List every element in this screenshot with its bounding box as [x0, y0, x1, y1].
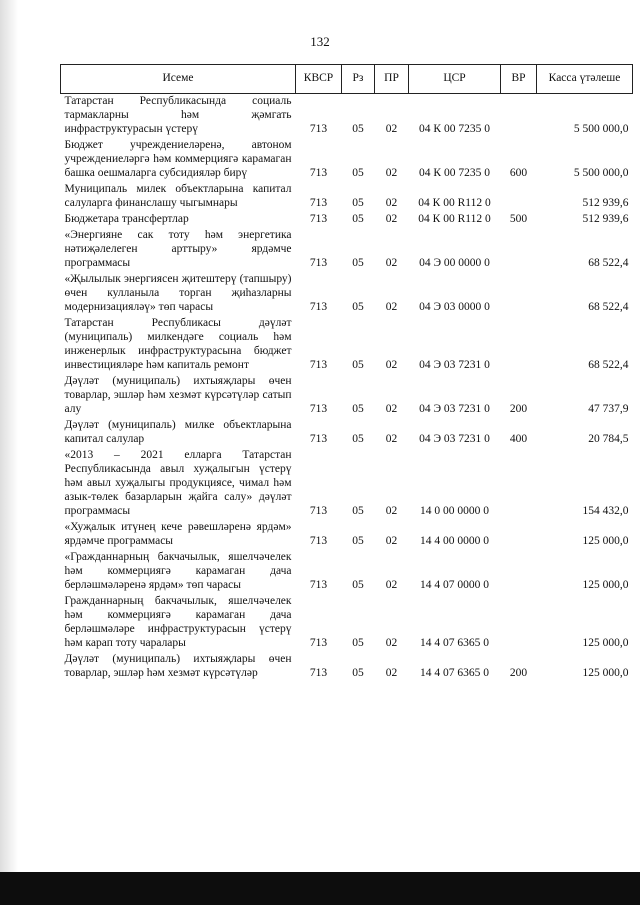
row-pr: 02 [385, 123, 398, 135]
table-row [61, 418, 633, 448]
row-sum: 512 939,6 [582, 197, 629, 209]
row-name: Дәүләт (муниципаль) ихтыяҗлары өчен товарлар, эшләр һәм хезмәт күрсәтүләр сатып алу [64, 375, 292, 415]
budget-table [60, 64, 633, 682]
table-row [61, 448, 633, 520]
row-name: Бюджет учреждениеләренә, автоном учреждениеләргә һәм коммерциягә карамаган башка оешмаларга субсидияләр бирү [64, 139, 292, 179]
row-sum: 125 000,0 [582, 637, 629, 649]
header-csr: ЦСР [409, 65, 501, 94]
row-rz: 05 [352, 433, 364, 445]
row-vr [501, 594, 537, 652]
row-kvsr: 713 [309, 505, 328, 517]
row-vr: 400 [509, 433, 528, 445]
row-kvsr: 713 [309, 637, 328, 649]
table-row [61, 272, 633, 316]
row-kvsr: 713 [309, 213, 328, 225]
row-kvsr: 713 [309, 301, 328, 313]
row-vr [501, 272, 537, 316]
row-rz: 05 [352, 579, 364, 591]
row-sum: 47 737,9 [588, 403, 629, 415]
row-kvsr: 713 [309, 359, 328, 371]
row-csr: 14 4 07 6365 0 [420, 667, 489, 679]
row-rz: 05 [352, 535, 364, 547]
row-sum: 5 500 000,0 [573, 167, 629, 179]
row-rz: 05 [352, 301, 364, 313]
row-name: «Җылылык энергиясен җитештерү (тапшыру) өчен кулланыла торган җиһазларны модернизацияләү» төп чарасы [64, 273, 292, 313]
row-pr: 02 [385, 167, 398, 179]
row-rz: 05 [352, 637, 364, 649]
row-name: «2013 – 2021 елларга Татарстан Республикасында авыл хуҗалыгын үстерү һәм авыл хуҗалыгы продукциясе, чимал һәм азык-төлек базарларын җайга салу» дәүләт программасы [64, 449, 292, 517]
table-body [61, 94, 633, 683]
row-sum: 154 432,0 [582, 505, 629, 517]
header-rz: Рз [342, 65, 375, 94]
row-vr: 200 [509, 403, 528, 415]
row-sum: 68 522,4 [588, 301, 629, 313]
row-rz: 05 [352, 167, 364, 179]
row-name: «Гражданнарның бакчачылык, яшелчәчелек һәм коммерциягә карамаган дача берләшмәләренә ярдәм» төп чарасы [64, 551, 292, 591]
row-csr: 04 Э 03 7231 0 [419, 359, 490, 371]
row-csr: 04 Э 00 0000 0 [419, 257, 490, 269]
row-kvsr: 713 [309, 667, 328, 679]
row-rz: 05 [352, 403, 364, 415]
row-kvsr: 713 [309, 123, 328, 135]
row-rz: 05 [352, 123, 364, 135]
table-row [61, 520, 633, 550]
row-name: «Энергияне сак тоту һәм энергетика нәтиҗәлелеген арттыру» ярдәмче программасы [64, 229, 292, 269]
row-sum: 125 000,0 [582, 579, 629, 591]
row-csr: 04 К 00 R112 0 [418, 213, 491, 225]
table-row [61, 652, 633, 682]
row-kvsr: 713 [309, 403, 328, 415]
row-sum: 68 522,4 [588, 257, 629, 269]
row-csr: 14 4 00 0000 0 [420, 535, 489, 547]
table-row [61, 550, 633, 594]
row-csr: 04 Э 03 7231 0 [419, 403, 490, 415]
row-kvsr: 713 [309, 167, 328, 179]
table-row [61, 228, 633, 272]
row-vr: 200 [509, 667, 528, 679]
row-name: Бюджетара трансфертлар [64, 213, 189, 225]
row-pr: 02 [385, 213, 398, 225]
row-kvsr: 713 [309, 579, 328, 591]
row-rz: 05 [352, 505, 364, 517]
row-pr: 02 [385, 535, 398, 547]
table-header [61, 65, 633, 94]
row-sum: 125 000,0 [582, 535, 629, 547]
row-name: Муниципаль милек объектларына капитал салуларга финанслашу чыгымнары [64, 183, 292, 209]
header-pr: ПР [375, 65, 409, 94]
row-rz: 05 [352, 197, 364, 209]
row-pr: 02 [385, 257, 398, 269]
row-csr: 04 Э 03 7231 0 [419, 433, 490, 445]
row-csr: 04 К 00 7235 0 [419, 167, 490, 179]
row-pr: 02 [385, 579, 398, 591]
row-csr: 04 Э 03 0000 0 [419, 301, 490, 313]
header-kvsr: КВСР [296, 65, 342, 94]
row-pr: 02 [385, 359, 398, 371]
table-row [61, 594, 633, 652]
row-pr: 02 [385, 197, 398, 209]
row-vr: 500 [509, 213, 528, 225]
table-row [61, 94, 633, 139]
row-name: «Хуҗалык итүнең кече рәвешләренә ярдәм» ярдәмче программасы [64, 521, 292, 547]
row-sum: 20 784,5 [588, 433, 629, 445]
page-number: 132 [310, 34, 330, 49]
row-rz: 05 [352, 257, 364, 269]
row-vr [501, 316, 537, 374]
row-vr: 600 [509, 167, 528, 179]
scan-edge [0, 0, 18, 905]
row-vr [501, 448, 537, 520]
table-row [61, 182, 633, 212]
row-csr: 14 0 00 0000 0 [420, 505, 489, 517]
row-pr: 02 [385, 505, 398, 517]
row-pr: 02 [385, 667, 398, 679]
row-vr [501, 228, 537, 272]
row-name: Татарстан Республикасында социаль тармакларны һәм җәмгать инфраструктурасын үстерү [64, 95, 292, 135]
row-vr [501, 182, 537, 212]
row-kvsr: 713 [309, 257, 328, 269]
row-sum: 512 939,6 [582, 213, 629, 225]
table-row [61, 212, 633, 228]
row-name: Гражданнарның бакчачылык, яшелчәчелек һәм коммерциягә карамаган дача берләшмәләре инфраструктурасын үстерү һәм карап тоту чаралары [64, 595, 292, 649]
row-csr: 04 К 00 7235 0 [419, 123, 490, 135]
table-row [61, 138, 633, 182]
row-rz: 05 [352, 213, 364, 225]
row-csr: 14 4 07 6365 0 [420, 637, 489, 649]
row-kvsr: 713 [309, 433, 328, 445]
row-vr [501, 94, 537, 139]
row-pr: 02 [385, 301, 398, 313]
row-vr [501, 520, 537, 550]
row-kvsr: 713 [309, 197, 328, 209]
row-pr: 02 [385, 433, 398, 445]
row-kvsr: 713 [309, 535, 328, 547]
row-csr: 14 4 07 0000 0 [420, 579, 489, 591]
header-name: Исеме [61, 65, 296, 94]
row-rz: 05 [352, 667, 364, 679]
table-row [61, 316, 633, 374]
header-sum: Касса үтәлеше [537, 65, 633, 94]
row-name: Дәүләт (муниципаль) милке объектларына капитал салулар [64, 419, 292, 445]
row-sum: 5 500 000,0 [573, 123, 629, 135]
row-sum: 68 522,4 [588, 359, 629, 371]
scan-bottom-edge [0, 872, 640, 905]
row-sum: 125 000,0 [582, 667, 629, 679]
row-name: Дәүләт (муниципаль) ихтыяҗлары өчен товарлар, эшләр һәм хезмәт күрсәтүләр [64, 653, 292, 679]
row-vr [501, 550, 537, 594]
row-pr: 02 [385, 637, 398, 649]
row-pr: 02 [385, 403, 398, 415]
row-csr: 04 К 00 R112 0 [418, 197, 491, 209]
table-row [61, 374, 633, 418]
header-vr: ВР [501, 65, 537, 94]
row-rz: 05 [352, 359, 364, 371]
row-name: Татарстан Республикасы дәүләт (муниципаль) милкендәге социаль һәм инженерлык инфраструктурасына бюджет инвестицияләре һәм капиталь ремонт [64, 317, 292, 371]
